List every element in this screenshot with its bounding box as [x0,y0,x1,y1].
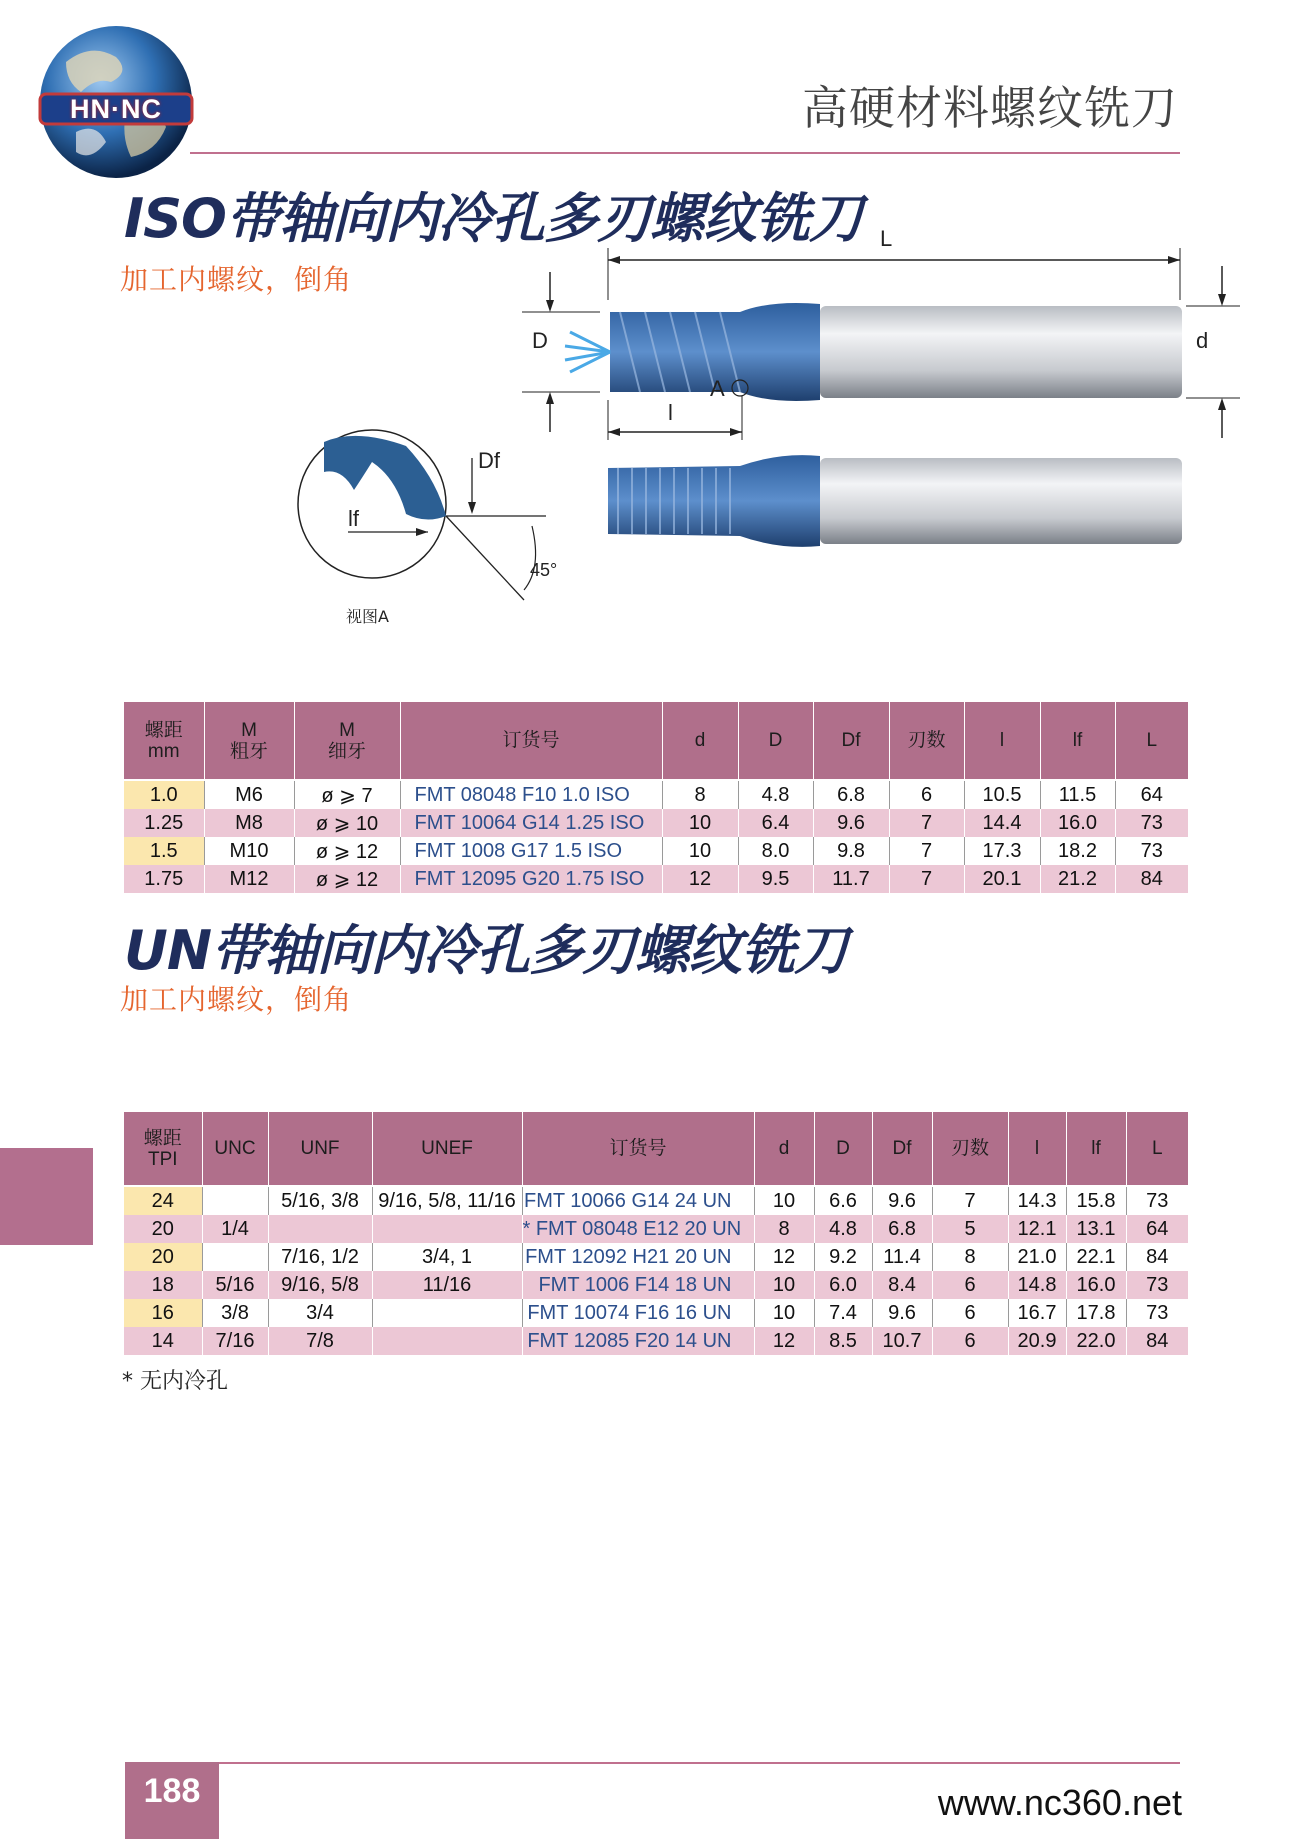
col-header: 刃数 [889,702,964,780]
table-cell: 9/16, 5/8, 11/16 [372,1186,522,1215]
table-cell: 9.2 [814,1243,872,1271]
table-cell: 20 [124,1243,202,1271]
table-cell: 17.8 [1066,1299,1126,1327]
table-cell: 7/16, 1/2 [268,1243,372,1271]
table-cell [202,1186,268,1215]
dim-label-angle: 45° [530,560,558,580]
order-number-cell: FMT 12092 H21 20 UN [522,1243,754,1271]
table-cell: ø ⩾ 12 [294,837,400,865]
col-header: d [662,702,738,780]
table-cell: 12 [754,1327,814,1355]
order-number-cell: FMT 12085 F20 14 UN [522,1327,754,1355]
company-logo [36,22,196,182]
col-header: D [738,702,813,780]
table-cell: 3/4 [268,1299,372,1327]
website-url: www.nc360.net [937,1782,1182,1823]
table-cell: 73 [1115,837,1188,865]
table-row [124,865,1188,893]
table-header-row [124,702,1188,780]
header-divider [190,152,1180,154]
table-cell: 4.8 [814,1215,872,1243]
table-cell: 16.0 [1040,809,1115,837]
table-cell: 9.6 [813,809,889,837]
page-number: 188 [143,1772,201,1810]
table-cell: 6 [889,780,964,809]
table-row [124,1186,1188,1215]
table-cell: 4.8 [738,780,813,809]
col-header: M 细牙 [294,702,400,780]
table-cell: 64 [1126,1215,1188,1243]
table-row [124,837,1188,865]
table-cell: 64 [1115,780,1188,809]
table-cell: 18.2 [1040,837,1115,865]
table-cell: 8 [754,1215,814,1243]
table-cell: 3/8 [202,1299,268,1327]
table-cell: 84 [1115,865,1188,893]
order-number-cell: FMT 12095 G20 1.75 ISO [400,865,662,893]
table-cell: 1.75 [124,865,204,893]
table-cell: 21.0 [1008,1243,1066,1271]
table-cell: M12 [204,865,294,893]
col-header: lf [1040,702,1115,780]
table-cell: 11.5 [1040,780,1115,809]
col-header: UNC [202,1112,268,1186]
table-cell [372,1299,522,1327]
dim-label-d: d [1196,328,1209,353]
table-cell: 5/16, 3/8 [268,1186,372,1215]
dim-label-l: l [668,400,673,425]
table-cell: 11/16 [372,1271,522,1299]
table-cell: M6 [204,780,294,809]
col-header: UNEF [372,1112,522,1186]
table-cell: 9.6 [872,1299,932,1327]
table-cell: 6.4 [738,809,813,837]
table-cell [372,1327,522,1355]
table-cell: 6.0 [814,1271,872,1299]
table-cell: 10 [754,1186,814,1215]
table-cell: 12 [662,865,738,893]
table-cell: 16.7 [1008,1299,1066,1327]
table-cell: 10.5 [964,780,1040,809]
col-header: lf [1066,1112,1126,1186]
table-cell: 8.4 [872,1271,932,1299]
table-cell: 7 [889,865,964,893]
table-cell: 6 [932,1271,1008,1299]
table-cell: 10 [754,1299,814,1327]
table-cell: 1/4 [202,1215,268,1243]
table-cell: ø ⩾ 12 [294,865,400,893]
table-cell: 17.3 [964,837,1040,865]
dim-label-D: D [532,328,548,353]
order-number-cell: FMT 08048 F10 1.0 ISO [400,780,662,809]
table-cell: 12.1 [1008,1215,1066,1243]
table-cell: 9.6 [872,1186,932,1215]
table-cell: 18 [124,1271,202,1299]
table-cell: 6.6 [814,1186,872,1215]
col-header: Df [872,1112,932,1186]
table-cell: ø ⩾ 10 [294,809,400,837]
col-header: D [814,1112,872,1186]
footnote: * 无内冷孔 [122,1369,228,1394]
table-cell: 9/16, 5/8 [268,1271,372,1299]
table-cell: 11.4 [872,1243,932,1271]
table-cell: 24 [124,1186,202,1215]
table-row [124,809,1188,837]
table-cell: 8 [932,1243,1008,1271]
table-cell: 14.4 [964,809,1040,837]
col-header: Df [813,702,889,780]
table-cell: 7.4 [814,1299,872,1327]
table-cell: 10 [662,809,738,837]
table-header-row [124,1112,1188,1186]
table-cell: ø ⩾ 7 [294,780,400,809]
dim-label-lf: lf [348,506,359,531]
table-row [124,1243,1188,1271]
table-row [124,780,1188,809]
table-cell: 1.0 [124,780,204,809]
table-cell: 21.2 [1040,865,1115,893]
table-row [124,1299,1188,1327]
page-header-title: 高硬材料螺纹铣刀 [802,81,1178,135]
coolant-spray-icon [565,332,610,372]
col-header: l [964,702,1040,780]
table-cell: 6 [932,1327,1008,1355]
tool-shank [820,306,1182,398]
table-cell: 11.7 [813,865,889,893]
table-cell: 73 [1126,1271,1188,1299]
table-row [124,1327,1188,1355]
dim-label-Df: Df [478,448,500,473]
table-cell: 14.3 [1008,1186,1066,1215]
table-cell: 73 [1126,1299,1188,1327]
col-header: l [1008,1112,1066,1186]
table-cell: 7 [889,809,964,837]
table-cell: 3/4, 1 [372,1243,522,1271]
order-number-cell: FMT 1008 G17 1.5 ISO [400,837,662,865]
table-cell: 6 [932,1299,1008,1327]
footer-divider [126,1762,1180,1764]
table-cell: 7 [889,837,964,865]
table-cell [202,1243,268,1271]
col-header: M 粗牙 [204,702,294,780]
col-header: 订货号 [400,702,662,780]
un-section-title: UN带轴向内冷孔多刃螺纹铣刀 [124,919,848,982]
table-row [124,1271,1188,1299]
col-header: UNF [268,1112,372,1186]
col-header: 刃数 [932,1112,1008,1186]
table-cell [268,1215,372,1243]
un-spec-table [124,1112,1188,1355]
col-header: L [1126,1112,1188,1186]
order-number-cell: FMT 10064 G14 1.25 ISO [400,809,662,837]
iso-section-subtitle: 加工内螺纹，倒角 [120,263,353,296]
table-cell: 9.8 [813,837,889,865]
table-cell: 6.8 [872,1215,932,1243]
dim-label-L: L [880,226,893,251]
table-cell: 10.7 [872,1327,932,1355]
table-cell: 5 [932,1215,1008,1243]
table-cell: 7/8 [268,1327,372,1355]
table-cell: 84 [1126,1327,1188,1355]
table-cell: 12 [754,1243,814,1271]
order-number-cell: FMT 1006 F14 18 UN [522,1271,754,1299]
col-header: 螺距 TPI [124,1112,202,1186]
table-cell: 84 [1126,1243,1188,1271]
col-header: d [754,1112,814,1186]
table-cell: M10 [204,837,294,865]
iso-section-title: ISO带轴向内冷孔多刃螺纹铣刀 [124,187,862,250]
detail-view-caption: 视图A [346,607,389,626]
table-cell: 10 [662,837,738,865]
side-tab-marker [0,1148,93,1245]
view-marker-A: A [710,376,725,401]
table-cell: M8 [204,809,294,837]
table-cell: 14.8 [1008,1271,1066,1299]
table-cell: 73 [1115,809,1188,837]
table-cell: 16.0 [1066,1271,1126,1299]
table-row [124,1215,1188,1243]
table-cell: 8 [662,780,738,809]
table-cell: 13.1 [1066,1215,1126,1243]
table-cell: 15.8 [1066,1186,1126,1215]
table-cell: 7 [932,1186,1008,1215]
un-section-subtitle: 加工内螺纹，倒角 [120,983,353,1016]
detail-view-a [296,428,566,608]
table-cell: 7/16 [202,1327,268,1355]
table-cell: 16 [124,1299,202,1327]
logo-text: HN·NC [70,94,162,124]
table-cell [372,1215,522,1243]
table-cell: 8.5 [814,1327,872,1355]
table-cell: 20.1 [964,865,1040,893]
order-number-cell: FMT 10066 G14 24 UN [522,1186,754,1215]
table-cell: 73 [1126,1186,1188,1215]
table-cell: 20.9 [1008,1327,1066,1355]
table-cell: 14 [124,1327,202,1355]
table-cell: 1.5 [124,837,204,865]
table-cell: 5/16 [202,1271,268,1299]
table-cell: 1.25 [124,809,204,837]
order-number-cell: * FMT 08048 E12 20 UN [522,1215,754,1243]
table-cell: 10 [754,1271,814,1299]
table-cell: 8.0 [738,837,813,865]
table-cell: 20 [124,1215,202,1243]
table-cell: 9.5 [738,865,813,893]
col-header: 订货号 [522,1112,754,1186]
col-header: 螺距 mm [124,702,204,780]
col-header: L [1115,702,1188,780]
iso-spec-table [124,702,1188,893]
order-number-cell: FMT 10074 F16 16 UN [522,1299,754,1327]
table-cell: 22.0 [1066,1327,1126,1355]
table-cell: 6.8 [813,780,889,809]
table-cell: 22.1 [1066,1243,1126,1271]
